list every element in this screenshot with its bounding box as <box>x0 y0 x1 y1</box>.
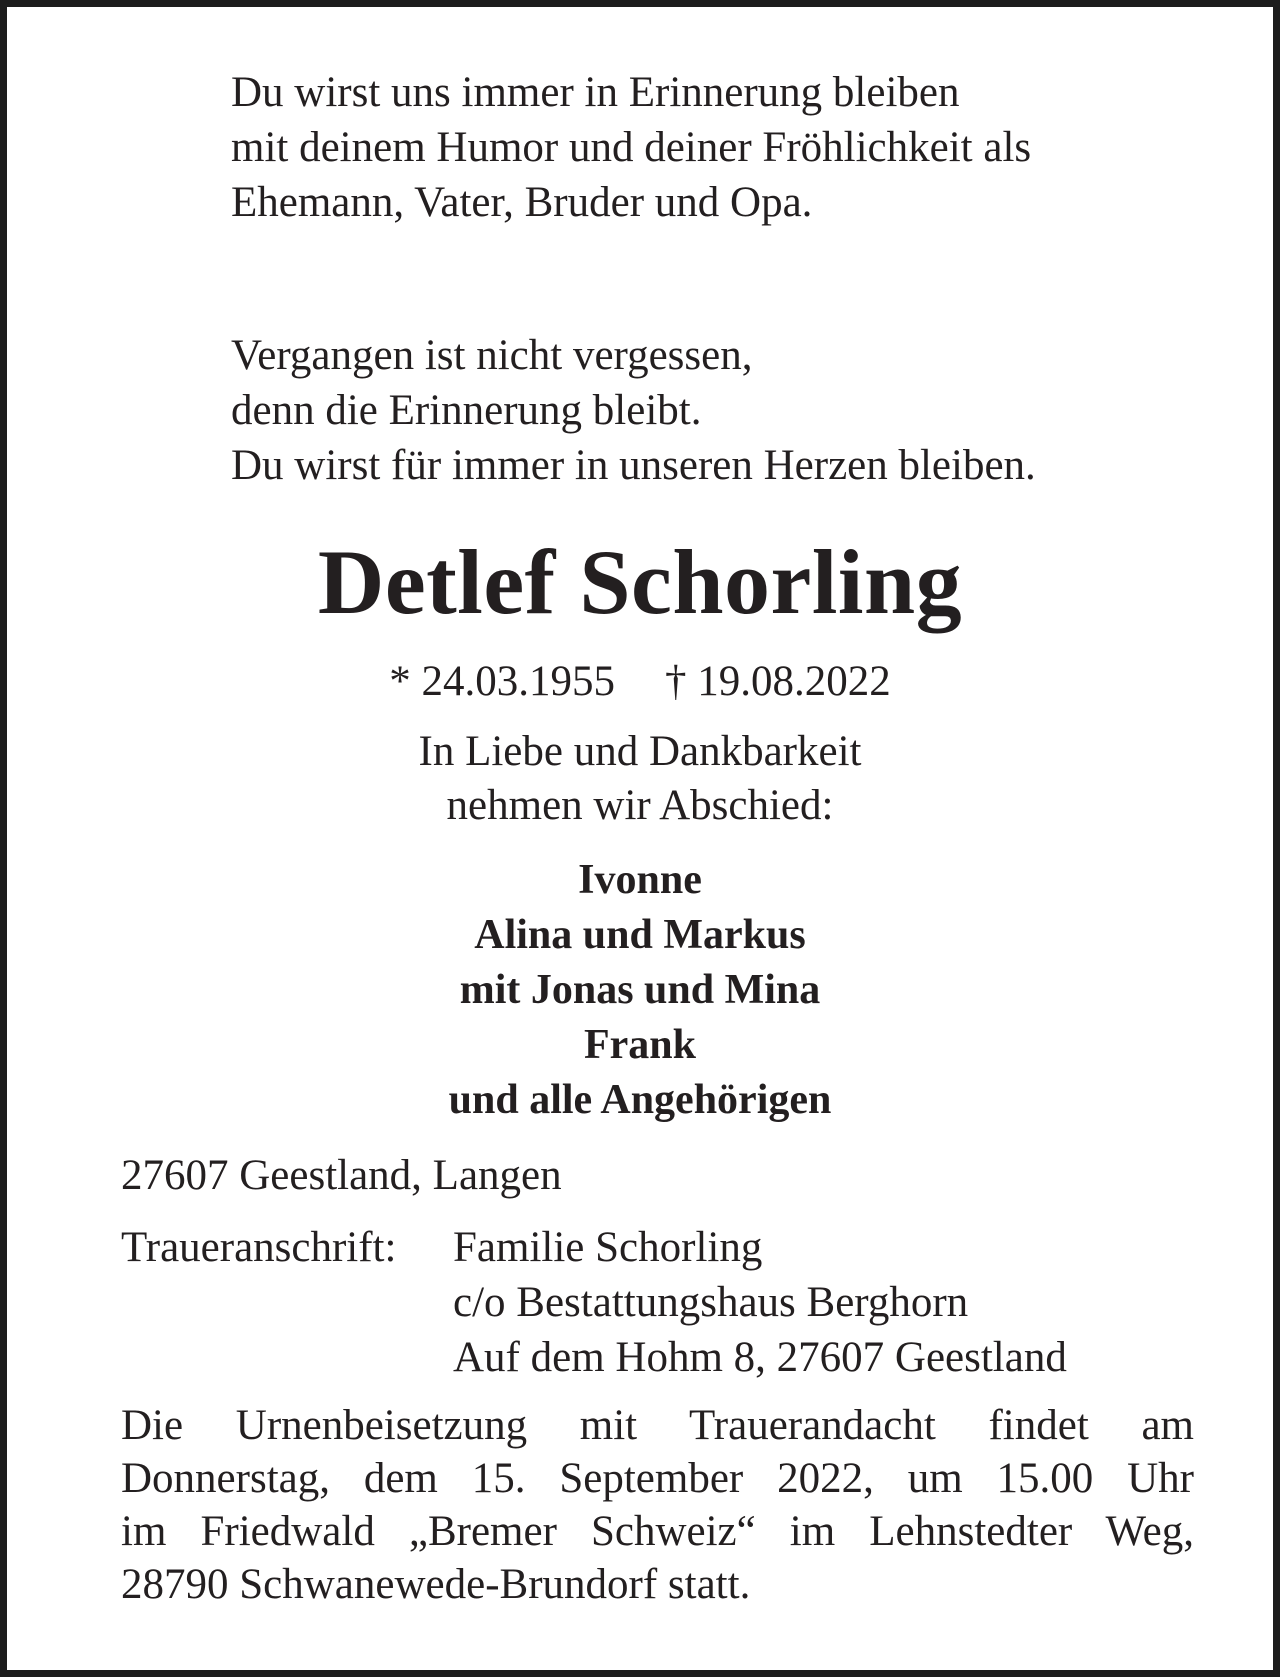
service-line: Donnerstag, dem 15. September 2022, um 15.00 Uhr <box>121 1455 1194 1502</box>
farewell-line: In Liebe und Dankbarkeit <box>418 728 862 775</box>
verse-line: mit deinem Humor und deiner Fröhlichkeit als <box>231 124 1032 171</box>
service-line: Die Urnenbeisetzung mit Trauerandacht findet am <box>121 1402 1194 1449</box>
life-dates <box>7 654 1273 710</box>
birth-date: * 24.03.1955 <box>389 658 615 705</box>
verse-line: Vergangen ist nicht vergessen, <box>231 332 753 379</box>
mourner-line: Ivonne <box>578 857 702 903</box>
verse-line: denn die Erinnerung bleibt. <box>231 387 702 434</box>
farewell-line: nehmen wir Abschied: <box>446 782 834 829</box>
service-announcement <box>121 1399 1194 1611</box>
mourning-address-label: Traueranschrift: <box>121 1224 397 1271</box>
mourner-line: und alle Angehörigen <box>448 1077 832 1123</box>
verse-line: Ehemann, Vater, Bruder und Opa. <box>231 179 813 226</box>
mourning-address <box>121 1220 1067 1385</box>
verse-line: Du wirst uns immer in Erinnerung bleiben <box>231 69 960 116</box>
address-line: Auf dem Hohm 8, 27607 Geestland <box>453 1334 1067 1381</box>
death-date: † 19.08.2022 <box>665 658 891 705</box>
mourner-line: Alina und Markus <box>474 912 806 958</box>
farewell-text <box>7 725 1273 833</box>
verse-second <box>231 328 1036 493</box>
place-of-residence: 27607 Geestland, Langen <box>121 1152 562 1199</box>
service-line: im Friedwald „Bremer Schweiz“ im Lehnstedter Weg, <box>121 1508 1194 1555</box>
mourner-line: mit Jonas und Mina <box>459 967 821 1013</box>
deceased-name: Detlef Schorling <box>317 531 963 633</box>
address-line: Familie Schorling <box>453 1224 763 1271</box>
verse-first <box>231 65 1031 230</box>
address-line: c/o Bestattungshaus Berghorn <box>453 1279 969 1326</box>
verse-line: Du wirst für immer in unseren Herzen bleiben. <box>231 442 1036 489</box>
mourners-list <box>7 853 1273 1128</box>
service-line: 28790 Schwanewede-Brundorf statt. <box>121 1561 751 1608</box>
mourner-line: Frank <box>583 1022 696 1068</box>
